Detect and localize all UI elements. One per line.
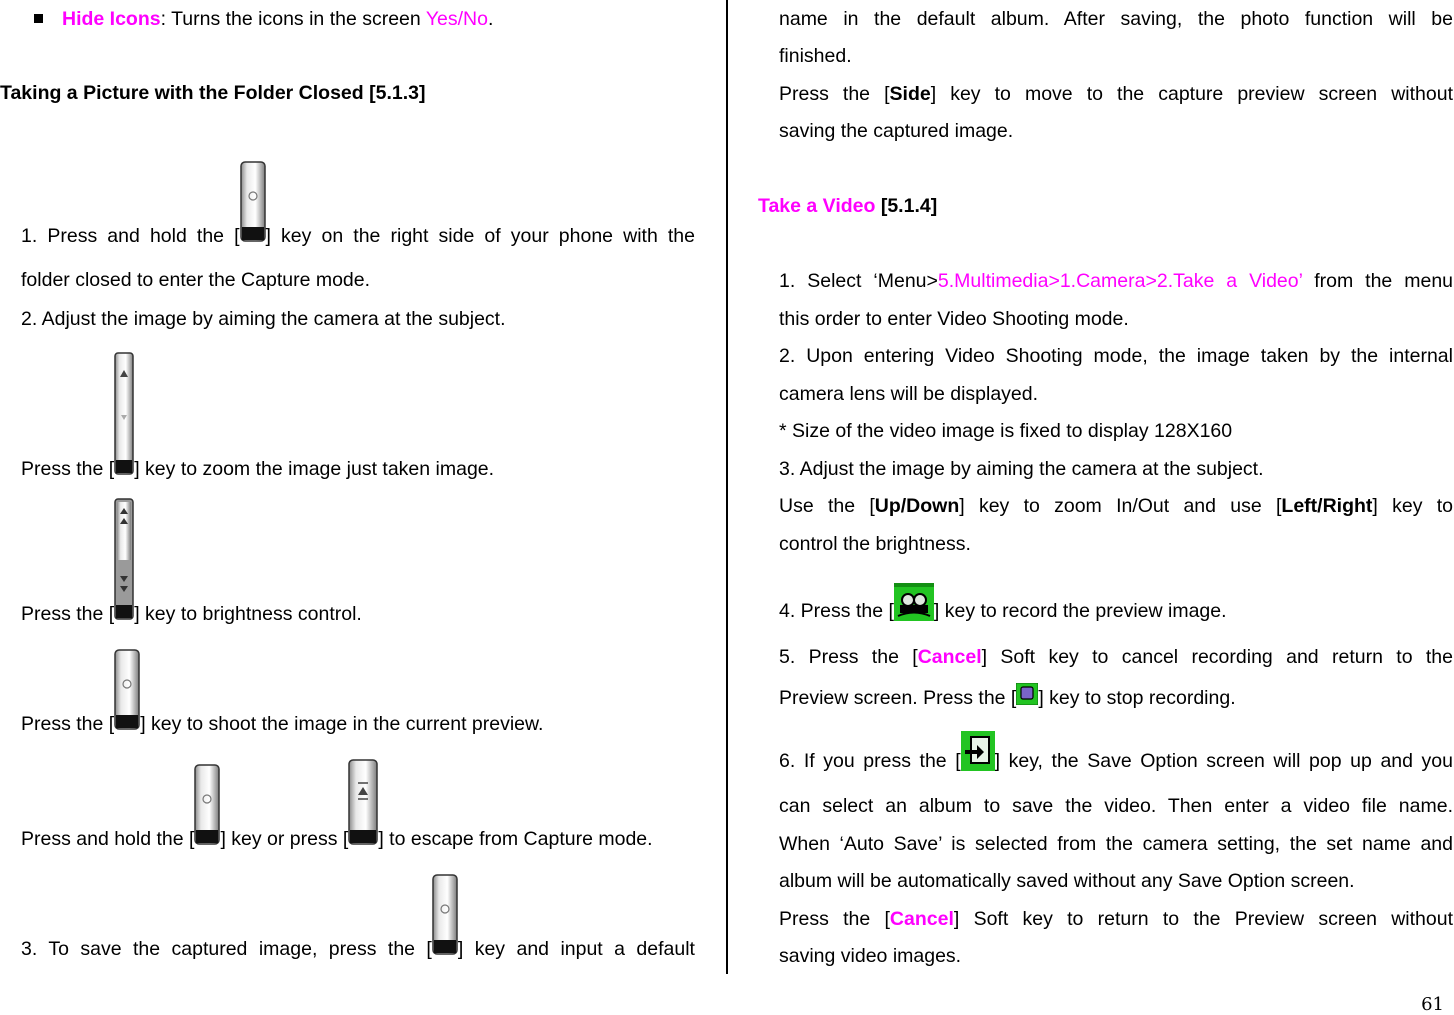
escape-instruction: Press and hold the [ ] key or press [ ] to escape from Capture mode. xyxy=(21,825,653,851)
video-record-icon xyxy=(894,597,934,617)
camera-side-key-icon xyxy=(432,935,458,955)
column-divider xyxy=(726,0,728,974)
square-bullet-icon xyxy=(34,14,43,23)
side-key-line1: Press the [Side] key to move to the capture preview screen without xyxy=(779,83,1453,105)
video-step6-line2: can select an album to save the video. Then enter a video file name. xyxy=(779,795,1453,817)
volume-side-key-icon xyxy=(114,455,134,475)
video-step2-line1: 2. Upon entering Video Shooting mode, the image taken by the internal xyxy=(779,345,1453,367)
save-icon xyxy=(961,747,995,767)
video-use-line1: Use the [Up/Down] key to zoom In/Out and use [Left/Right] key to xyxy=(779,495,1453,517)
continued-line1: name in the default album. After saving, the photo function will be xyxy=(779,8,1453,30)
camera-side-key-icon xyxy=(114,710,140,730)
video-step6-line3: When ‘Auto Save’ is selected from the camera setting, the set name and xyxy=(779,833,1453,855)
video-size-note: * Size of the video image is fixed to display 128X160 xyxy=(779,420,1233,442)
video-cancel-line1: Press the [Cancel] Soft key to return to the Preview screen without xyxy=(779,908,1453,930)
continued-line2: finished. xyxy=(779,45,852,67)
video-step6-line4: album will be automatically saved without any Save Option screen. xyxy=(779,870,1355,892)
zoom-instruction: Press the [ ] key to zoom the image just taken image. xyxy=(21,455,494,481)
bullet-term: Hide Icons xyxy=(62,8,161,30)
video-step6-line1: 6. If you press the [ ] key, the Save Option screen will pop up and you xyxy=(779,747,1453,773)
side-key-line2: saving the captured image. xyxy=(779,120,1014,142)
video-step4: 4. Press the [ ] key to record the preview image. xyxy=(779,597,1227,623)
video-step1-line2: this order to enter Video Shooting mode. xyxy=(779,308,1129,330)
camera-side-key-icon xyxy=(194,825,220,845)
video-step5-line2: Preview screen. Press the [ ] key to stop recording. xyxy=(779,684,1236,710)
video-cancel-line2: saving video images. xyxy=(779,945,962,967)
video-step1-line1: 1. Select ‘Menu>5.Multimedia>1.Camera>2.Take a Video’ from the menu xyxy=(779,270,1454,292)
shoot-instruction: Press the [ ] key to shoot the image in the current preview. xyxy=(21,710,543,736)
escape-side-key-icon xyxy=(348,825,378,845)
brightness-instruction: Press the [ ] key to brightness control. xyxy=(21,600,362,626)
bullet-hide-icons: Hide Icons: Turns the icons in the screen Yes/No. xyxy=(34,7,493,31)
step2: 2. Adjust the image by aiming the camera at the subject. xyxy=(21,308,506,330)
camera-side-key-icon xyxy=(240,222,266,242)
brightness-side-key-icon xyxy=(114,600,134,620)
section-heading-5-1-4: Take a Video [5.1.4] xyxy=(758,195,938,217)
step3-line1: 3. To save the captured image, press the [ ] key and input a default xyxy=(21,935,695,961)
video-step2-line2: camera lens will be displayed. xyxy=(779,383,1039,405)
step1-line2: folder closed to enter the Capture mode. xyxy=(21,269,371,291)
section-heading-5-1-3: Taking a Picture with the Folder Closed [5.1.3] xyxy=(0,82,426,104)
video-use-line2: control the brightness. xyxy=(779,533,971,555)
step1-line1: 1. Press and hold the [ ] key on the right side of your phone with the xyxy=(21,222,695,248)
page-number: 61 xyxy=(1421,994,1444,1015)
video-step5-line1: 5. Press the [Cancel] Soft key to cancel recording and return to the xyxy=(779,646,1453,668)
stop-record-icon xyxy=(1016,684,1038,704)
video-step3: 3. Adjust the image by aiming the camera at the subject. xyxy=(779,458,1264,480)
